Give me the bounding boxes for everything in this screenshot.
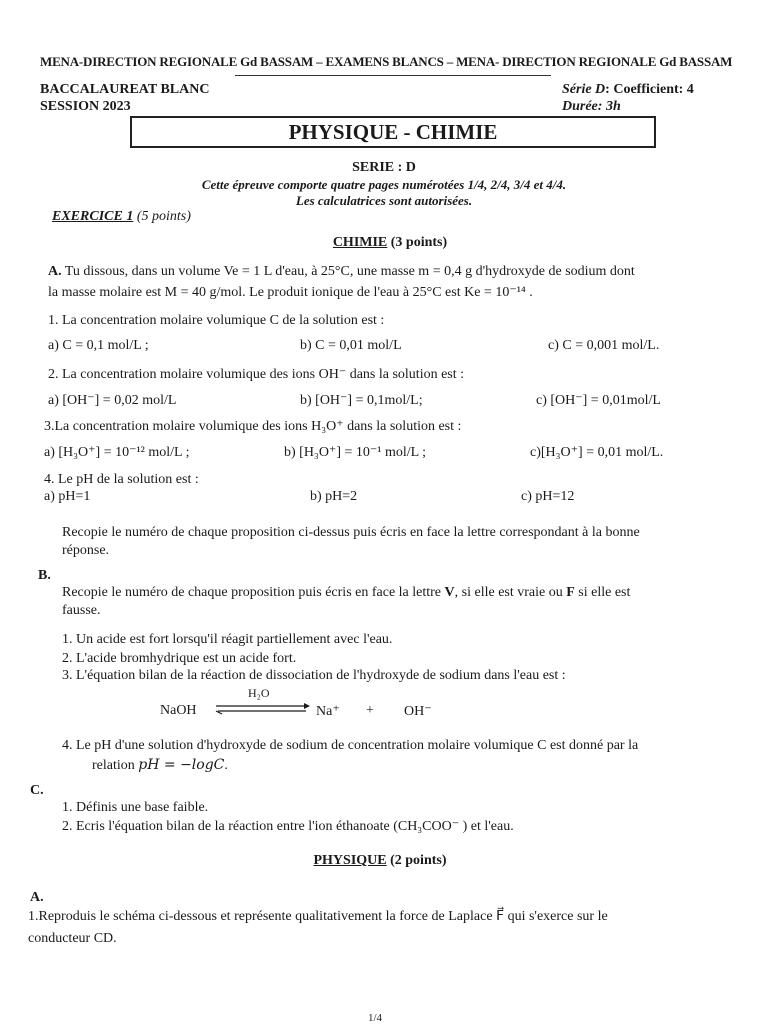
- part-b-item-4-line-1: 4. Le pH d'une solution d'hydroxyde de sodium de concentration molaire volumique C est donné par la: [62, 738, 639, 753]
- exercise-1-heading: [52, 209, 191, 225]
- coefficient: : Coefficient: 4: [605, 82, 694, 97]
- q2-option-a: a) [OH⁻] = 0,02 mol/L: [48, 393, 177, 408]
- part-c-item-1: 1. Définis une base faible.: [62, 800, 209, 815]
- false-letter: F: [566, 585, 575, 600]
- header-top-line: MENA-DIRECTION REGIONALE Gd BASSAM – EXAMENS BLANCS – MENA- DIRECTION REGIONALE Gd BASSAM: [40, 54, 733, 69]
- relation-period: .: [224, 758, 228, 773]
- q2-option-c: c) [OH⁻] = 0,01mol/L: [536, 393, 661, 408]
- q4-option-b: b) pH=2: [310, 489, 358, 504]
- chimie-points: (3 points): [390, 235, 448, 250]
- physique-title: PHYSIQUE: [313, 853, 387, 868]
- q2-option-b: b) [OH⁻] = 0,1mol/L;: [300, 393, 423, 408]
- title-box: [130, 116, 656, 148]
- physique-points: (2 points): [390, 853, 447, 868]
- physique-heading: [0, 853, 760, 869]
- eq-product-2: OH⁻: [404, 704, 432, 719]
- eq-condition: H₂O: [248, 686, 270, 700]
- part-a-instruction-1: Recopie le numéro de chaque proposition ci-dessus puis écris en face la lettre correspondant à la bonne: [62, 525, 640, 540]
- question-2: 2. La concentration molaire volumique des ions OH⁻ dans la solution est :: [48, 367, 465, 382]
- chimie-heading: [0, 235, 768, 251]
- q3-option-c: c)[H₃O⁺] = 0,01 mol/L.: [530, 445, 664, 460]
- q1-option-c: c) C = 0,001 mol/L.: [548, 338, 660, 353]
- q4-option-a: a) pH=1: [44, 489, 91, 504]
- duree-value: 3h: [605, 99, 621, 114]
- page-number: 1/4: [368, 1012, 383, 1024]
- exam-name: BACCALAUREAT BLANC: [40, 82, 210, 97]
- part-b-item-4-line-2: [92, 757, 228, 774]
- part-c-item-2: 2. Ecris l'équation bilan de la réaction entre l'ion éthanoate (CH₃COO⁻ ) et l'eau.: [62, 819, 514, 834]
- physique-line-2: conducteur CD.: [28, 931, 117, 946]
- ph-formula: pH = −logC: [138, 757, 225, 773]
- q1-option-a: a) C = 0,1 mol/L ;: [48, 338, 149, 353]
- serie-label: Série D: [562, 82, 606, 97]
- part-b-item-1: 1. Un acide est fort lorsqu'il réagit partiellement avec l'eau.: [62, 632, 393, 647]
- duree-label: Durée:: [562, 99, 603, 114]
- relation-text: relation: [92, 758, 139, 773]
- part-b-item-3: 3. L'équation bilan de la réaction de dissociation de l'hydroxyde de sodium dans l'eau est :: [62, 668, 566, 683]
- part-b-instruction-2: fausse.: [62, 603, 101, 618]
- part-b-instruction-text-a: Recopie le numéro de chaque proposition puis écris en face la lettre: [62, 585, 445, 600]
- intro-line-1: Cette épreuve comporte quatre pages numérotées 1/4, 2/4, 3/4 et 4/4.: [201, 177, 567, 192]
- eq-product-1: Na⁺: [316, 704, 340, 719]
- question-3: 3.La concentration molaire volumique des ions H₃O⁺ dans la solution est :: [44, 419, 462, 434]
- session: SESSION 2023: [40, 99, 131, 114]
- part-b-instruction-text-c: si elle est: [574, 585, 631, 600]
- eq-plus: +: [366, 703, 374, 718]
- part-b-item-2: 2. L'acide bromhydrique est un acide fort.: [62, 651, 297, 666]
- serie-coefficient: [562, 82, 694, 98]
- part-b-instruction-1: [62, 585, 630, 601]
- header-rule: [235, 75, 551, 76]
- part-c-label: C.: [30, 783, 44, 798]
- part-b-instruction-text-b: , si elle est vraie ou: [454, 585, 567, 600]
- reaction-arrow-icon: [214, 701, 310, 715]
- part-a-line-2: la masse molaire est M = 40 g/mol. Le produit ionique de l'eau à 25°C est Ke = 10⁻¹⁴ .: [48, 285, 533, 300]
- eq-reactant: NaOH: [160, 703, 197, 718]
- intro-line-2: Les calculatrices sont autorisées.: [295, 193, 473, 208]
- q3-option-a: a) [H₃O⁺] = 10⁻¹² mol/L ;: [44, 445, 190, 460]
- serie-line: SERIE : D: [352, 160, 416, 175]
- duree: [562, 99, 621, 115]
- exercise-1-title: EXERCICE 1: [52, 209, 134, 224]
- part-b-label: B.: [38, 568, 51, 583]
- page-title: PHYSIQUE - CHIMIE: [288, 119, 498, 144]
- part-a-label: A.: [48, 264, 62, 279]
- chimie-title: CHIMIE: [332, 235, 388, 250]
- q1-option-b: b) C = 0,01 mol/L: [300, 338, 402, 353]
- part-a-instruction-2: réponse.: [62, 543, 110, 558]
- q4-option-c: c) pH=12: [521, 489, 575, 504]
- question-4: 4. Le pH de la solution est :: [44, 472, 199, 487]
- exercise-1-points: (5 points): [136, 209, 191, 224]
- part-a-text-1: Tu dissous, dans un volume Ve = 1 L d'eau, à 25°C, une masse m = 0,4 g d'hydroxyde de sodium dont: [64, 264, 635, 279]
- q3-option-b: b) [H₃O⁺] = 10⁻¹ mol/L ;: [284, 445, 427, 460]
- physique-line-1: 1.Reproduis le schéma ci-dessous et représente qualitativement la force de Laplace F⃗ qui s'exerce sur le: [28, 909, 608, 924]
- physique-a-label: A.: [30, 890, 44, 905]
- part-a-line-1: [48, 264, 635, 280]
- true-letter: V: [444, 585, 455, 600]
- question-1: 1. La concentration molaire volumique C de la solution est :: [48, 313, 385, 328]
